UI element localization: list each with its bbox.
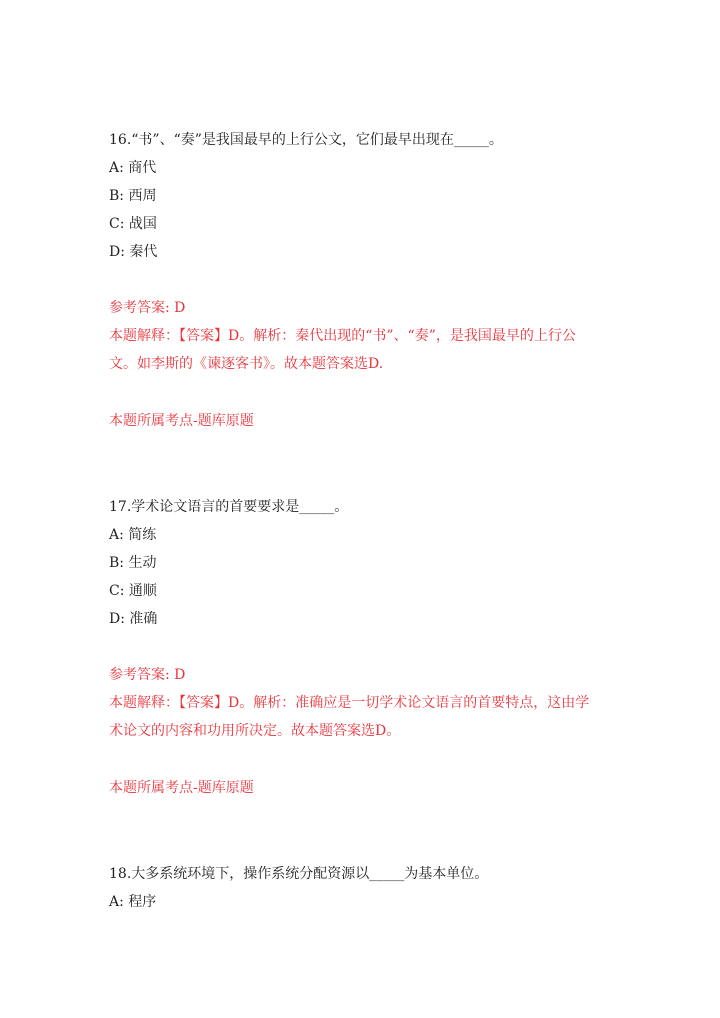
question-17-option-b: B: 生动	[109, 555, 157, 571]
question-18-stem: 18.大多系统环境下，操作系统分配资源以_____为基本单位。	[109, 866, 489, 882]
question-16-option-b: B: 西周	[109, 188, 157, 204]
question-16-explanation-line-2: 文。如李斯的《谏逐客书》。故本题答案选D.	[109, 356, 384, 372]
question-17-answer: 参考答案: D	[109, 667, 186, 683]
question-16-stem: 16.“书”、“奏”是我国最早的上行公文，它们最早出现在_____。	[109, 132, 503, 148]
question-17-option-a: A: 简练	[109, 527, 157, 543]
question-16-topic: 本题所属考点-题库原题	[109, 413, 254, 429]
question-16-explanation-line-1: 本题解释：【答案】D。解析：秦代出现的“书”、“奏”，是我国最早的上行公	[109, 328, 576, 344]
question-17-explanation-line-1: 本题解释：【答案】D。解析：准确应是一切学术论文语言的首要特点，这由学	[109, 695, 590, 711]
question-16-answer: 参考答案: D	[109, 300, 186, 316]
question-17-option-d: D: 准确	[109, 611, 158, 627]
question-16-option-c: C: 战国	[109, 216, 157, 232]
question-17-option-c: C: 通顺	[109, 583, 157, 599]
question-17-topic: 本题所属考点-题库原题	[109, 780, 254, 796]
question-17-stem: 17.学术论文语言的首要要求是_____。	[109, 499, 349, 515]
question-16-option-d: D: 秦代	[109, 244, 158, 260]
question-18-option-a: A: 程序	[109, 894, 157, 910]
question-17-explanation-line-2: 术论文的内容和功用所决定。故本题答案选D。	[109, 723, 401, 739]
question-16-option-a: A: 商代	[109, 160, 157, 176]
